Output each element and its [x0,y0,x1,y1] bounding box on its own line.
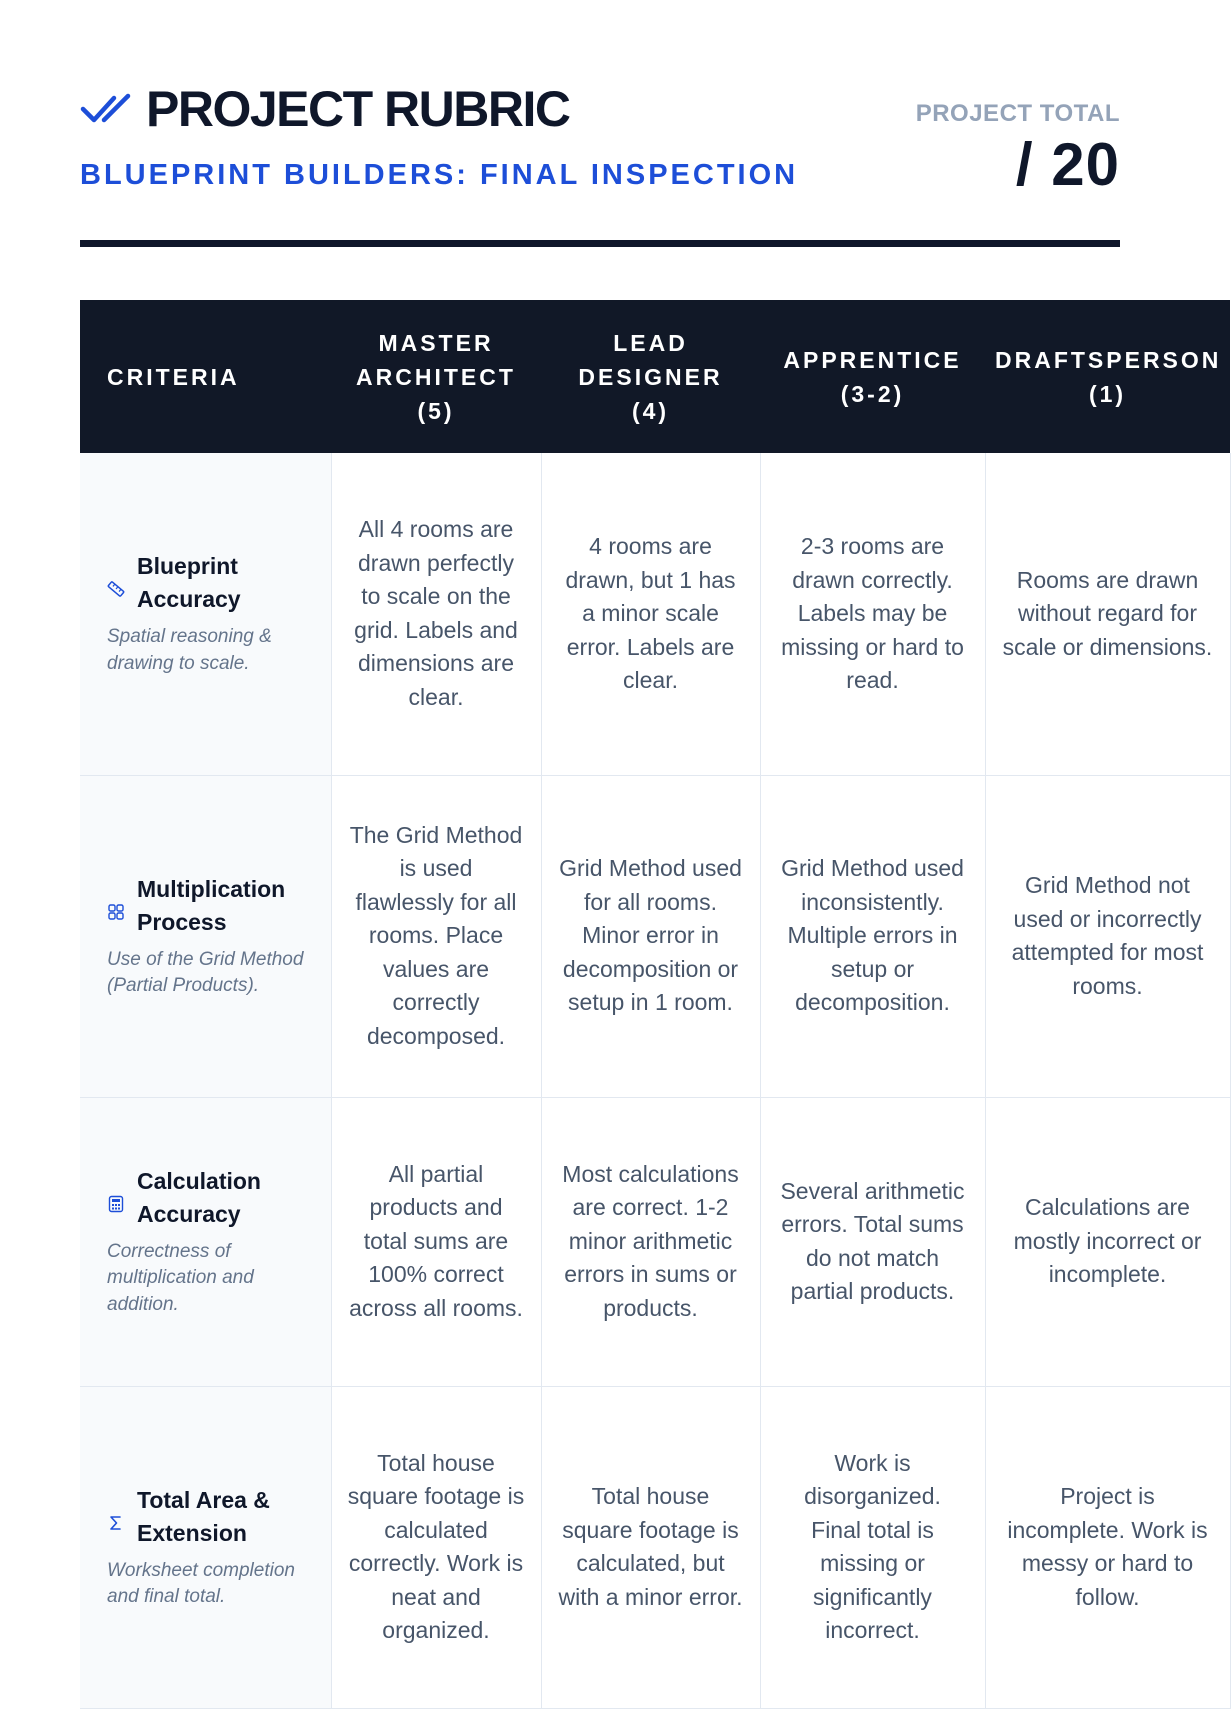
page-subtitle: BLUEPRINT BUILDERS: FINAL INSPECTION [80,159,799,191]
criteria-cell [80,1097,331,1386]
criteria-cell [80,1386,331,1708]
level-cell-draftsperson: Project is incomplete. Work is messy or hard to follow. [985,1386,1230,1708]
project-total [915,100,1120,198]
double-check-icon [80,89,132,129]
title-row [80,81,570,137]
level-cell-lead-designer: Most calculations are correct. 1-2 minor arithmetic errors in sums or products. [541,1097,760,1386]
criteria-cell [80,775,331,1097]
table-row [80,775,1230,1097]
criteria-name: Calculation Accuracy [137,1167,261,1227]
level-cell-lead-designer: Total house square footage is calculated, but with a minor error. [541,1386,760,1708]
column-header-draftsperson: DRAFTSPERSON (1) [985,300,1230,453]
grid-icon [107,897,125,915]
level-cell-draftsperson: Grid Method not used or incorrectly attempted for most rooms. [985,775,1230,1097]
level-cell-apprentice: Several arithmetic errors. Total sums do not match partial products. [760,1097,985,1386]
project-total-label: PROJECT TOTAL [915,100,1120,127]
page-header [80,0,1120,248]
level-cell-master-architect: All 4 rooms are drawn perfectly to scale on the grid. Labels and dimensions are clear. [331,453,541,775]
page-title: PROJECT RUBRIC [146,81,570,137]
ruler-icon [107,574,125,592]
column-header-lead-designer: LEAD DESIGNER (4) [541,300,760,453]
level-cell-apprentice: Grid Method used inconsistently. Multiple errors in setup or decomposition. [760,775,985,1097]
criteria-cell [80,453,331,775]
column-header-master-architect: MASTER ARCHITECT (5) [331,300,541,453]
header-divider [80,240,1120,247]
criteria-description: Use of the Grid Method (Partial Products). [107,948,304,996]
table-row [80,1386,1230,1708]
level-cell-master-architect: The Grid Method is used flawlessly for all rooms. Place values are correctly decomposed. [331,775,541,1097]
column-header-criteria: CRITERIA [80,300,331,453]
table-header-row [80,300,1230,453]
criteria-name: Multiplication Process [137,875,286,935]
project-total-value: / 20 [1015,130,1120,198]
calculator-icon [107,1189,125,1207]
level-cell-lead-designer: 4 rooms are drawn, but 1 has a minor scale error. Labels are clear. [541,453,760,775]
sigma-icon [107,1508,125,1526]
level-cell-apprentice: 2-3 rooms are drawn correctly. Labels may be missing or hard to read. [760,453,985,775]
level-cell-apprentice: Work is disorganized. Final total is missing or significantly incorrect. [760,1386,985,1708]
rubric-page [80,0,1222,1643]
level-cell-lead-designer: Grid Method used for all rooms. Minor error in decomposition or setup in 1 room. [541,775,760,1097]
level-cell-draftsperson: Rooms are drawn without regard for scale or dimensions. [985,453,1230,775]
level-cell-master-architect: Total house square footage is calculated correctly. Work is neat and organized. [331,1386,541,1708]
table-row [80,1097,1230,1386]
level-cell-master-architect: All partial products and total sums are 100% correct across all rooms. [331,1097,541,1386]
criteria-name: Blueprint Accuracy [137,553,241,613]
rubric-table [80,300,1231,1709]
criteria-name: Total Area & Extension [137,1486,270,1546]
criteria-description: Worksheet completion and final total. [107,1559,295,1607]
column-header-apprentice: APPRENTICE (3-2) [760,300,985,453]
criteria-description: Spatial reasoning & drawing to scale. [107,626,272,674]
criteria-description: Correctness of multiplication and addition. [107,1240,254,1315]
table-row [80,453,1230,775]
level-cell-draftsperson: Calculations are mostly incorrect or incomplete. [985,1097,1230,1386]
